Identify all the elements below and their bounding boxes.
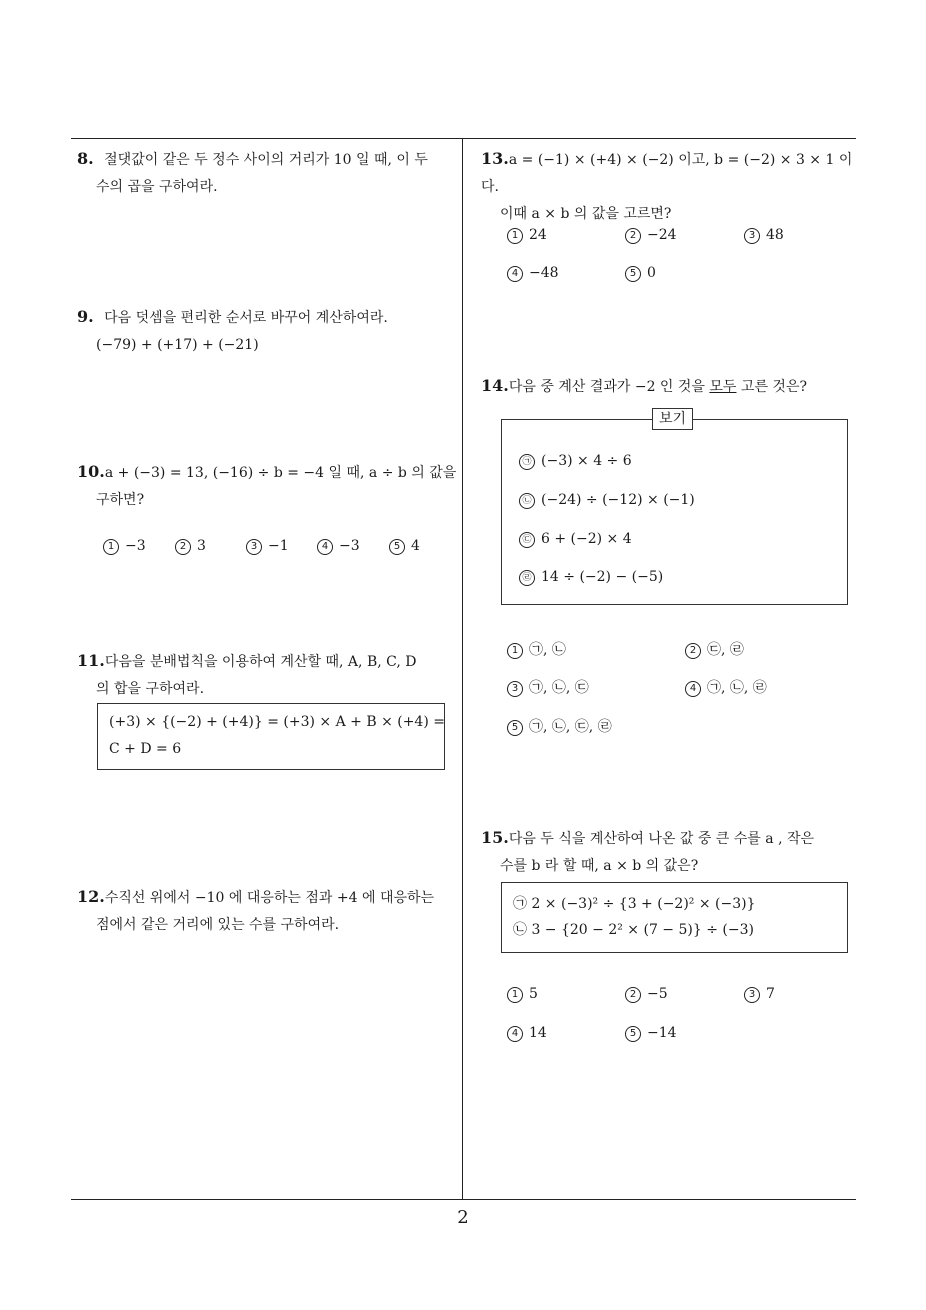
bogi-item: ㉠ (−3) × 4 ÷ 6 (519, 453, 632, 470)
question-number: 10. (77, 462, 105, 481)
choice-marker: 1 (103, 539, 119, 555)
bogi-item: ㉡ (−24) ÷ (−12) × (−1) (519, 492, 695, 509)
question-10 (77, 458, 462, 514)
choice-1[interactable]: 1 24 (507, 227, 547, 244)
question-11 (77, 647, 462, 703)
bogi-marker: ㉣ (519, 570, 535, 586)
question-text: 점에서 같은 거리에 있는 수를 구하여라. (96, 917, 340, 933)
choice-3[interactable]: 3 −1 (246, 538, 289, 555)
question-number: 13. (481, 149, 509, 168)
choice-2[interactable]: 2 ㉢, ㉣ (685, 639, 744, 659)
choice-marker: 4 (507, 1026, 523, 1042)
choice-marker: 2 (625, 987, 641, 1003)
question-15 (481, 824, 866, 880)
choice-marker: 2 (685, 643, 701, 659)
choice-marker: 5 (625, 1026, 641, 1042)
question-text: a + (−3) = 13, (−16) ÷ b = −4 일 때, a ÷ b 의 값을 (104, 465, 457, 481)
question-text: 수를 b 라 할 때, a × b 의 값은? (500, 858, 699, 874)
bogi-box (501, 419, 848, 605)
question-9 (77, 303, 457, 359)
question-13 (481, 145, 866, 228)
question-8 (77, 145, 457, 201)
choice-4[interactable]: 4 −3 (317, 538, 360, 555)
question-number: 12. (77, 887, 105, 906)
choice-5[interactable]: 5 0 (625, 265, 656, 282)
choice-marker: 4 (685, 681, 701, 697)
choice-1[interactable]: 1 5 (507, 986, 538, 1003)
question-text: 다음을 분배법칙을 이용하여 계산할 때, A, B, C, D (104, 654, 417, 670)
choice-marker: 1 (507, 987, 523, 1003)
bogi-title: 보기 (652, 408, 693, 430)
question-number: 9. (77, 307, 94, 326)
q11-formula-box (97, 703, 445, 770)
choice-5[interactable]: 5 −14 (625, 1025, 677, 1042)
question-text: 다음 중 계산 결과가 −2 인 것을 (508, 379, 710, 395)
question-text: 다음 두 식을 계산하여 나온 값 중 큰 수를 a , 작은 (508, 831, 815, 847)
choice-marker: 1 (507, 228, 523, 244)
bogi-item: ㉣ 14 ÷ (−2) − (−5) (519, 569, 663, 586)
choice-1[interactable]: 1 −3 (103, 538, 146, 555)
formula-line: C + D = 6 (109, 741, 182, 757)
top-rule (71, 138, 856, 139)
choice-2[interactable]: 2 −24 (625, 227, 677, 244)
question-14 (481, 372, 866, 401)
question-text: 구하면? (96, 492, 145, 508)
choice-1[interactable]: 1 ㉠, ㉡ (507, 639, 566, 659)
choice-4[interactable]: 4 −48 (507, 265, 559, 282)
choice-marker: 5 (389, 539, 405, 555)
bogi-item: ㉢ 6 + (−2) × 4 (519, 531, 632, 548)
choice-3[interactable]: 3 ㉠, ㉡, ㉢ (507, 677, 589, 697)
choice-marker: 5 (625, 266, 641, 282)
question-text: a = (−1) × (+4) × (−2) 이고, b = (−2) × 3 × 1 이다. (481, 152, 853, 195)
question-text: 수의 곱을 구하여라. (96, 179, 218, 195)
bottom-rule (71, 1199, 856, 1200)
question-number: 15. (481, 828, 509, 847)
choice-marker: 3 (507, 681, 523, 697)
question-number: 11. (77, 651, 105, 670)
bogi-marker: ㉡ (519, 493, 535, 509)
bogi-marker: ㉠ (519, 454, 535, 470)
choice-5[interactable]: 5 ㉠, ㉡, ㉢, ㉣ (507, 716, 612, 736)
choice-marker: 3 (744, 987, 760, 1003)
choice-4[interactable]: 4 14 (507, 1025, 547, 1042)
question-12 (77, 883, 462, 939)
column-divider (462, 138, 463, 1200)
choice-marker: 1 (507, 643, 523, 659)
choice-marker: 3 (246, 539, 262, 555)
page-number: 2 (457, 1207, 469, 1228)
choice-3[interactable]: 3 48 (744, 227, 784, 244)
choice-3[interactable]: 3 7 (744, 986, 775, 1003)
choice-marker: 4 (507, 266, 523, 282)
question-number: 14. (481, 376, 509, 395)
expression-line: ㉠ 2 × (−3)² ÷ {3 + (−2)² × (−3)} (513, 896, 756, 912)
choice-marker: 2 (175, 539, 191, 555)
question-number: 8. (77, 149, 94, 168)
choice-2[interactable]: 2 −5 (625, 986, 668, 1003)
question-text: 고른 것은? (736, 379, 807, 395)
question-text: 절댓값이 같은 두 정수 사이의 거리가 10 일 때, 이 두 (104, 152, 428, 168)
expression: (−79) + (+17) + (−21) (96, 337, 259, 353)
bogi-marker: ㉢ (519, 532, 535, 548)
choice-4[interactable]: 4 ㉠, ㉡, ㉣ (685, 677, 767, 697)
question-text: 의 합을 구하여라. (96, 681, 205, 697)
choice-marker: 5 (507, 720, 523, 736)
choice-marker: 2 (625, 228, 641, 244)
formula-line: (+3) × {(−2) + (+4)} = (+3) × A + B × (+4) = (109, 714, 445, 730)
choice-2[interactable]: 2 3 (175, 538, 206, 555)
question-text: 이때 a × b 의 값을 고르면? (500, 206, 672, 222)
question-text: 다음 덧셈을 편리한 순서로 바꾸어 계산하여라. (104, 310, 388, 326)
choice-marker: 3 (744, 228, 760, 244)
emphasis-text: 모두 (709, 379, 737, 395)
q15-expression-box (501, 882, 848, 953)
question-text: 수직선 위에서 −10 에 대응하는 점과 +4 에 대응하는 (104, 890, 435, 906)
choice-marker: 4 (317, 539, 333, 555)
choice-5[interactable]: 5 4 (389, 538, 420, 555)
expression-line: ㉡ 3 − {20 − 2² × (7 − 5)} ÷ (−3) (513, 922, 754, 938)
